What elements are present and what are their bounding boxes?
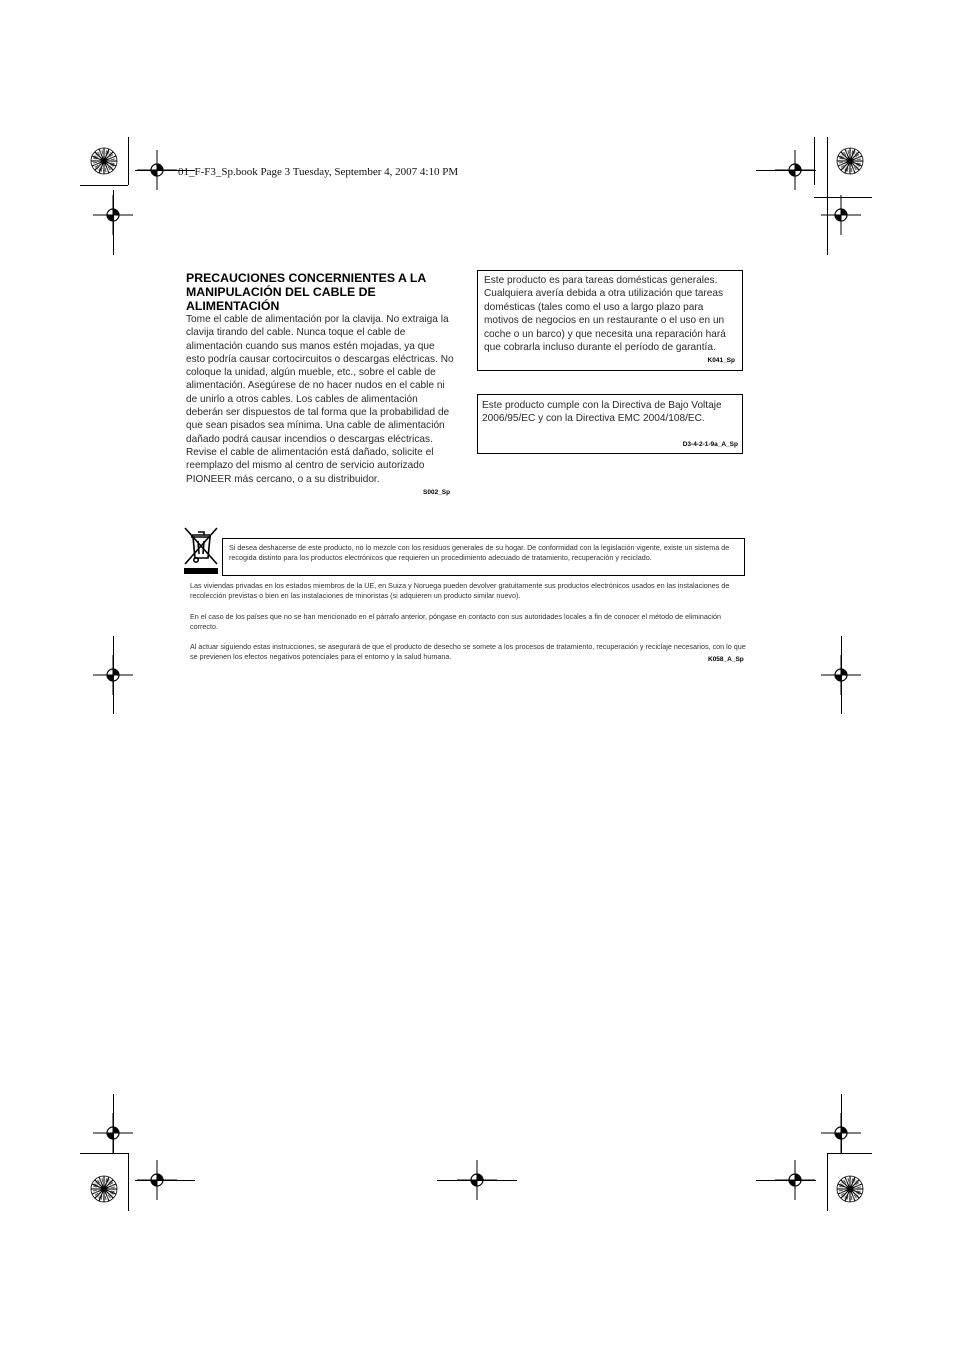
disposal-code: K058_A_Sp bbox=[708, 656, 744, 663]
power-cord-code: S002_Sp bbox=[423, 489, 451, 496]
crop-mark bbox=[128, 137, 129, 185]
color-registration-icon bbox=[835, 146, 865, 176]
disposal-paragraph-2: En el caso de los países que no se han mencionado en el párrafo anterior, póngase en contacto con sus autoridades locales a fin de conocer el método de eliminación correcto. bbox=[190, 612, 722, 631]
registration-target-icon bbox=[137, 150, 177, 190]
crop-mark bbox=[841, 1094, 842, 1154]
household-notice-text: Este producto es para tareas domésticas generales. Cualquiera avería debida a otra utilización que tareas domésticas (tales como el uso a largo plazo para motivos de negocios en un restaurante o el uso en un coche o un barco) y que necesita una reparación hará que cobrarla incluso durante el período de garantía. bbox=[484, 275, 726, 354]
color-registration-icon bbox=[89, 1174, 119, 1204]
crop-mark bbox=[80, 185, 128, 186]
registration-target-icon bbox=[821, 195, 861, 235]
crop-mark bbox=[756, 1180, 816, 1181]
crop-mark bbox=[128, 1153, 129, 1211]
crop-mark bbox=[113, 636, 114, 714]
disposal-paragraph-1: Las viviendas privadas en los estados miembros de la UE, en Suiza y Noruega pueden devolver gratuitamente sus productos electrónicos usados en las instalaciones de recolección previstas o bien en las instalaciones de minoristas (si adquieren un producto similar nuevo). bbox=[190, 581, 730, 600]
household-notice-code: K041_Sp bbox=[707, 357, 735, 364]
disposal-boxed-text: Si desea deshacerse de este producto, no lo mezcle con los residuos generales de su hogar. De conformidad con la legislación vigente, existe un sistema de recogida distinto para los productos electrónicos que requieren un procedimiento adecuado de tratamiento, recuperación y reciclado. bbox=[229, 543, 730, 562]
crop-mark bbox=[80, 1153, 128, 1154]
registration-target-icon bbox=[93, 195, 133, 235]
color-registration-icon bbox=[835, 1174, 865, 1204]
book-header-line: 01_F-F3_Sp.book Page 3 Tuesday, September 4, 2007 4:10 PM bbox=[178, 166, 459, 178]
directive-notice-text: Este producto cumple con la Directiva de Bajo Voltaje 2006/95/EC y con la Directiva EMC 2004/108/EC. bbox=[482, 400, 722, 425]
crop-mark bbox=[827, 1153, 872, 1154]
power-cord-body: Tome el cable de alimentación por la clavija. No extraiga la clavija tirando del cable. Nunca toque el cable de alimentación cuando sus manos estén mojadas, ya que esto podría causar cortocircuitos o descargas eléctricas. No coloque la unidad, algún mueble, etc., sobre el cable de alimentación. Asegúrese de no hacer nudos en el cable ni de unirlo a otros cables. Los cables de alimentación deberán ser dispuestos de tal forma que la probabilidad de que sean pisados sea mínima. Una cable de alimentación dañado podrá causar incendios o descargas eléctricas. Revise el cable de alimentación está dañado, solicite el reemplazo del mismo al centro de servicio autorizado PIONEER más cercano, o a su distribuidor. bbox=[186, 314, 454, 485]
color-registration-icon bbox=[89, 146, 119, 176]
disposal-paragraph-3: Al actuar siguiendo estas instrucciones, se asegurará de que el producto de desecho se somete a los procesos de tratamiento, recuperación y reciclaje necesarios, con lo que se previenen los efectos negativos potenciales para el entorno y la salud humana. bbox=[190, 642, 746, 661]
crop-mark bbox=[113, 1094, 114, 1154]
crop-mark bbox=[841, 636, 842, 714]
power-cord-heading: PRECAUCIONES CONCERNIENTES A LA MANIPULACIÓN DEL CABLE DE ALIMENTACIÓN bbox=[186, 271, 426, 313]
directive-notice-code: D3-4-2-1-9a_A_Sp bbox=[682, 441, 738, 448]
disposal-box bbox=[222, 538, 745, 576]
crossed-out-wheelie-bin-icon bbox=[183, 525, 219, 575]
crop-mark bbox=[827, 1153, 828, 1211]
crop-mark bbox=[135, 1180, 195, 1181]
directive-notice-box bbox=[477, 394, 743, 454]
registration-target-icon bbox=[775, 150, 815, 190]
crop-mark bbox=[437, 1180, 517, 1181]
household-notice-box bbox=[477, 270, 743, 371]
